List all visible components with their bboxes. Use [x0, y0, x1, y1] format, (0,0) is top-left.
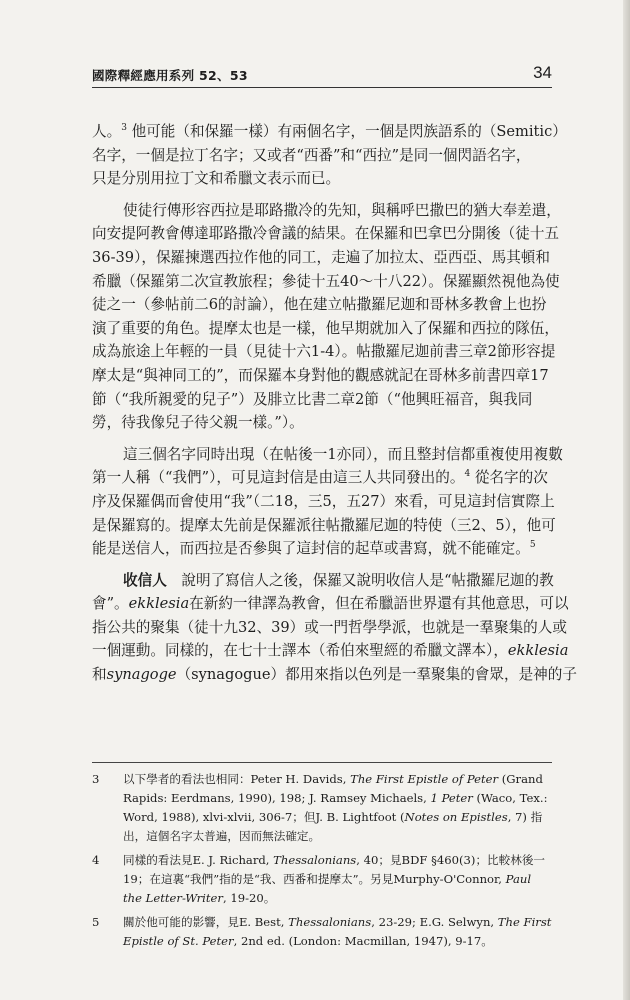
- footnote-5: 5 關於他可能的影響，見E. Best, Thessalonians, 23-29; E.G. Selwyn, The First Epistle of St. Peter, 2nd ed. (London: Macmillan, 1947), 9-17。: [92, 915, 552, 948]
- footnote-ref-4[interactable]: 4: [464, 469, 471, 480]
- text-line: 指公共的聚集（徒十九32、39）或一門哲學學派，也就是一羣聚集的人或: [92, 618, 567, 636]
- text-line: 節（“我所親愛的兒子”）及腓立比書二章2節（“他興旺福音，與我同: [92, 390, 533, 408]
- text-line: 摩太是“與神同工的”，而保羅本身對他的觀感就記在哥林多前書四章17: [92, 366, 549, 384]
- footnote-number: 4: [92, 853, 100, 867]
- paragraph-2: [92, 199, 561, 435]
- text-line: 向安提阿教會傳達耶路撒冷會議的結果。在保羅和巴拿巴分開後（徒十五: [92, 225, 560, 243]
- text-line: 演了重要的角色。提摩太也是一樣，他早期就加入了保羅和西拉的隊伍，: [92, 319, 560, 337]
- text-line: 人。$^3$ 他可能（和保羅一樣）有兩個名字，一個是閃族語系的（Semitic）: [92, 123, 567, 140]
- paragraph-1: [92, 120, 567, 191]
- text-line: 勞，待我像兒子待父親一樣。”）。: [92, 414, 304, 432]
- text-line: 36-39），保羅揀選西拉作他的同工，走遍了加拉太、亞西亞、馬其頓和: [92, 248, 550, 266]
- text-line: 能是送信人，而西拉是否參與了這封信的起草或書寫，就不能確定。$^5$: [92, 540, 536, 558]
- footnote-number: 3: [92, 772, 100, 786]
- section-heading-recipients: 收信人: [123, 571, 167, 589]
- footnote-3: 3 以下學者的看法也相同：Peter H. Davids, The First Epistle of Peter (Grand Rapids: Eerdmans, 1990), 198; J. Ramsey Michaels, 1 Peter (Waco, Tex.: Word, 1988), xlvi-xlvii, 306-7；但J. B. Lightfoot (Notes on Epistles, 7) 指出，這個名字太普遍，因而無法確定。: [92, 772, 548, 843]
- page-edge: [623, 0, 630, 1000]
- text-line: 一個運動。同樣的，在七十士譯本（希伯來聖經的希臘文譯本），ekklesia: [92, 642, 569, 660]
- text-line: 收信人 說明了寫信人之後，保羅又說明收信人是“帖撒羅尼迦的教: [123, 571, 554, 589]
- text-line: 這三個名字同時出現（在帖後一1亦同），而且整封信都重複使用複數: [123, 445, 563, 463]
- paragraph-3: [92, 443, 563, 561]
- main-text: [92, 120, 577, 687]
- text-line: 成為旅途上年輕的一員（見徒十六1-4）。帖撒羅尼迦前書三章2節形容提: [92, 343, 556, 361]
- greek-term: ekklesia: [128, 595, 190, 613]
- greek-term: synagoge: [106, 666, 177, 684]
- greek-term: ekklesia: [507, 642, 569, 660]
- paragraph-4: [92, 569, 577, 687]
- footnotes: [92, 762, 552, 956]
- text-line: 和synagoge（synagogue）都用來指以色列是一羣聚集的會眾，是神的子: [92, 666, 577, 684]
- page-number: 34: [533, 63, 552, 82]
- running-header: [92, 63, 552, 88]
- footnote-number: 5: [92, 915, 100, 929]
- text-line: 會”。ekklesia在新約一律譯為教會，但在希臘語世界還有其他意思，可以: [92, 595, 569, 613]
- series-title: 國際釋經應用系列 52、53: [92, 68, 248, 83]
- text-line: 第一人稱（“我們”），可見這封信是由這三人共同發出的。$^4$ 從名字的次: [92, 469, 548, 487]
- text-line: 是保羅寫的。提摩太先前是保羅派往帖撒羅尼迦的特使（三2、5），他可: [92, 516, 556, 534]
- footnote-ref-5[interactable]: 5: [529, 540, 536, 551]
- text-line: 使徒行傳形容西拉是耶路撒冷的先知，與稱呼巴撒巴的猶大奉差遣，: [123, 201, 561, 219]
- text-line: 序及保羅偶而會使用“我”（二18，三5，五27）來看，可見這封信實際上: [92, 492, 555, 510]
- text-line: 希臘（保羅第二次宣教旅程；參徒十五40〜十八22）。保羅顯然視他為使: [92, 272, 560, 290]
- footnote-4: 4 同樣的看法見E. J. Richard, Thessalonians, 40；見BDF §460(3)；比較林後一19；在這裏“我們”指的是“我、西番和提摩太”。另見Murphy-O'Connor, Paul the Letter-Writer, 19-20。: [92, 853, 546, 905]
- text-line: 只是分別用拉丁文和希臘文表示而已。: [92, 170, 341, 188]
- text-line: 徒之一（參帖前二6的討論），他在建立帖撒羅尼迦和哥林多教會上也扮: [92, 296, 547, 314]
- footnote-ref-3[interactable]: 3: [121, 123, 127, 133]
- text-line: 名字，一個是拉丁名字；又或者“西番”和“西拉”是同一個閃語名字，: [92, 146, 531, 164]
